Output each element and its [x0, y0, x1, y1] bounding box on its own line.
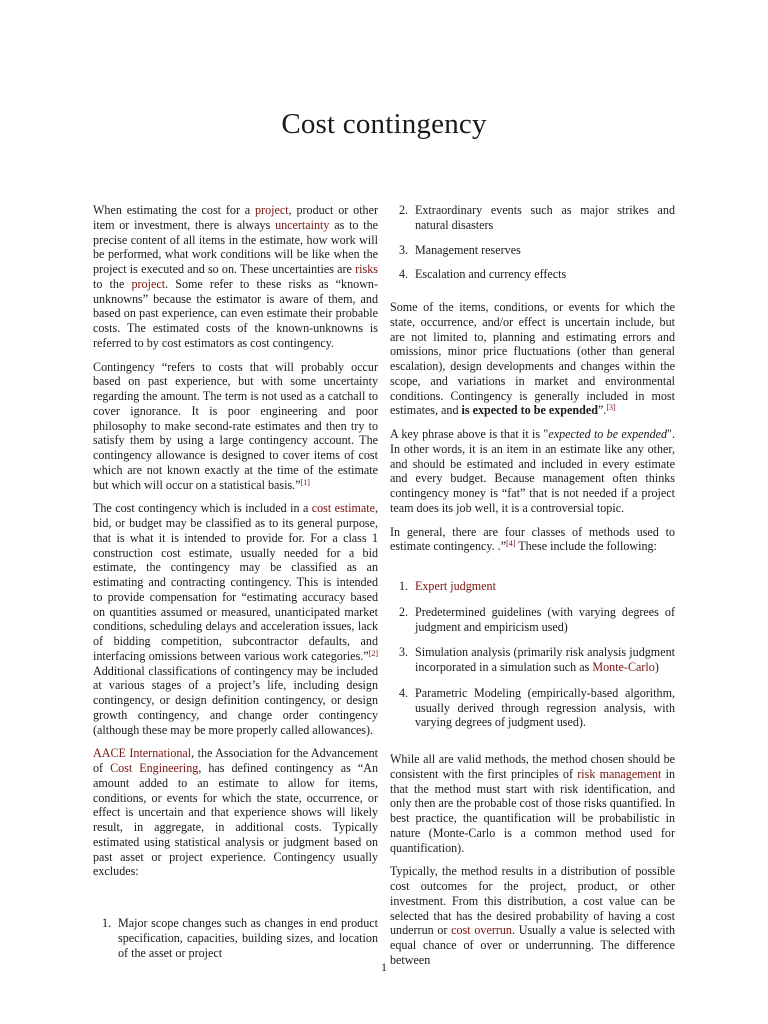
text-run: Management reserves — [415, 242, 521, 257]
list-item — [93, 916, 378, 960]
text-run: , has defined contingency as “An amount added to an estimate to allow for items, conditions, or events for which the state, occurrence, or effect is uncertain and that experience shows will likely result, in aggregate, in additional costs. Typically estimated using statistical analysis or judgment based on past asset or project experience. Contingency usually excludes: — [93, 761, 378, 879]
left-column — [93, 203, 378, 960]
key-phrase-paragraph — [390, 427, 675, 516]
text-run: Simulation analysis (primarily risk analysis judgment incorporated in a simulation such as — [415, 645, 675, 674]
wiki-link[interactable]: risks — [355, 262, 378, 276]
text-run: . Some refer to these risks as “known-unknowns” because the estimator is aware of them, and based on past experience, can even estimate their probable costs. The estimated costs of the known-unknowns is referred to by cost estimators as cost contingency. — [93, 276, 378, 350]
citation-link[interactable]: [3] — [606, 403, 616, 413]
wiki-link[interactable]: project — [255, 203, 289, 217]
list-item-number: 3. — [399, 645, 409, 660]
list-item-number: 1. — [399, 579, 409, 593]
exclusions-list — [93, 916, 378, 960]
text-run: ”. — [597, 403, 607, 418]
wiki-link[interactable]: AACE International — [93, 746, 192, 761]
citation-link[interactable]: [2] — [368, 648, 378, 658]
list-item — [390, 267, 675, 282]
bold-text: is expected to be expended — [461, 403, 598, 418]
text-run: While all are valid methods, the method chosen should be consistent with the first principles of — [390, 752, 675, 781]
citation-link[interactable]: [4] — [506, 539, 516, 549]
text-run: . Usually a value is selected with equal chance of over or underrunning. The difference between — [390, 923, 675, 967]
contingency-classification-paragraph — [93, 501, 378, 737]
list-item-number: 4. — [399, 685, 409, 700]
page-title: Cost contingency — [281, 108, 487, 140]
method-choice-paragraph — [390, 752, 675, 855]
wiki-link[interactable]: uncertainty — [275, 217, 330, 232]
text-run: , bid, or budget may be classified as to its general purpose, that is what it is intended to provide for. For a class 1 construction cost estimate, usually needed for a bid estimate, the contingency may be classified as an estimating and contracting contingency. This is intended to provide compensation for “estimating accuracy based on quantities assumed or measured, unanticipated market conditions, scheduling delays and acceleration issues, lack of bidding competition, subcontractor defaults, and interfacing omissions between various work categories.” — [93, 501, 378, 663]
text-run: Contingency “refers to costs that will probably occur based on past experience, but with some uncertainty regarding the amount. The term is not used as a catchall to cover ignorance. It is poor engineering and poor philosophy to make second-rate estimates and then try to satisfy them by using a large contingency account. The contingency allowance is designed to cover items of cost which are not known exactly at the time of the estimate but which will occur on a statistical basis.” — [93, 359, 378, 492]
wiki-link[interactable]: cost estimate — [311, 501, 375, 516]
uncertain-items-paragraph — [390, 300, 675, 418]
text-run: Additional classifications of contingency may be included at various stages of a project’s life, including design contingency, or design definition contingency, or design growth contingency, and change order contingency (although these may be more properly called allowances). — [93, 663, 378, 737]
text-run: Typically, the method results in a distribution of possible cost outcomes for the project, product, or other investment. From this distribution, a cost value can be selected that has the desired probability of having a cost underrun or — [390, 864, 675, 938]
list-item-number: 2. — [399, 203, 409, 217]
list-item — [390, 243, 675, 258]
wiki-link[interactable]: risk management — [577, 766, 662, 781]
list-item — [390, 645, 675, 675]
text-run: ". In other words, it is an item in an estimate like any other, and should be estimated and included in every estimate and every budget. Because management often thinks contingency money is “fat” that is not needed if a project team does its job well, it is a controversial topic. — [390, 427, 675, 515]
text-run: The cost contingency which is included in a — [93, 501, 312, 516]
methods-intro-paragraph — [390, 525, 675, 555]
wiki-link[interactable]: cost overrun — [451, 923, 512, 938]
exclusions-list-continued — [390, 203, 675, 282]
wiki-link[interactable]: Expert judgment — [415, 579, 496, 593]
list-item-number: 1. — [102, 916, 112, 930]
text-run: These include the following: — [515, 539, 657, 554]
text-run: Predetermined guidelines (with varying degrees of judgment and empiricism used) — [415, 604, 675, 634]
wiki-link[interactable]: Cost Engineering — [110, 761, 199, 775]
text-run: Major scope changes such as changes in end product specification, capacities, building sizes, and location of the asset or project — [118, 916, 378, 960]
text-run: Escalation and currency effects — [415, 267, 567, 282]
contingency-definition-paragraph — [93, 360, 378, 493]
aace-definition-paragraph — [93, 746, 378, 879]
wiki-link[interactable]: Monte-Carlo — [592, 660, 655, 674]
text-run: as to the precise content of all items in the estimate, how work will be performed, what work conditions will be like when the project is executed and so on. These uncertainties are — [93, 217, 379, 276]
list-item — [390, 203, 675, 233]
right-column — [390, 203, 675, 977]
list-item-number: 2. — [399, 604, 409, 619]
text-run: In general, there are four classes of methods used to estimate contingency. .” — [390, 524, 675, 554]
italic-text: expected to be expended — [548, 427, 668, 441]
intro-paragraph — [93, 203, 378, 351]
page-number: 1 — [381, 960, 387, 974]
text-run: , the Association for the Advancement of — [93, 746, 378, 775]
text-run: When estimating the cost for a — [93, 203, 256, 217]
text-run: , product or other item or investment, there is always — [93, 203, 378, 232]
text-run: to the — [93, 276, 132, 291]
citation-link[interactable]: [1] — [300, 477, 310, 487]
methods-list — [390, 579, 675, 730]
list-item — [390, 686, 675, 730]
list-item-number: 4. — [399, 267, 409, 282]
text-run: Extraordinary events such as major strikes and natural disasters — [415, 203, 675, 232]
wiki-link[interactable]: project — [131, 276, 166, 291]
list-item — [390, 605, 675, 635]
text-run: Some of the items, conditions, or events for which the state, occurrence, and/or effect is uncertain include, but are not limited to, planning and estimating errors and omissions, minor price fluctuations (other than general escalation), design developments and changes within the scope, and variations in market and environmental conditions. Contingency is generally included in most estimates, and — [390, 300, 675, 418]
list-item — [390, 579, 675, 594]
text-run: ) — [654, 660, 659, 674]
text-run: Parametric Modeling (empirically-based algorithm, usually derived through regression analysis, with varying degrees of judgment used). — [415, 685, 675, 730]
text-run: A key phrase above is that it is " — [390, 427, 549, 441]
list-item-number: 3. — [399, 242, 409, 257]
text-run: in that the method must start with risk identification, and only then are the probable cost of those risks quantified. In best practice, the quantification will be probabilistic in nature (Monte-Carlo is a common method used for quantification). — [390, 766, 676, 855]
distribution-paragraph — [390, 864, 675, 967]
